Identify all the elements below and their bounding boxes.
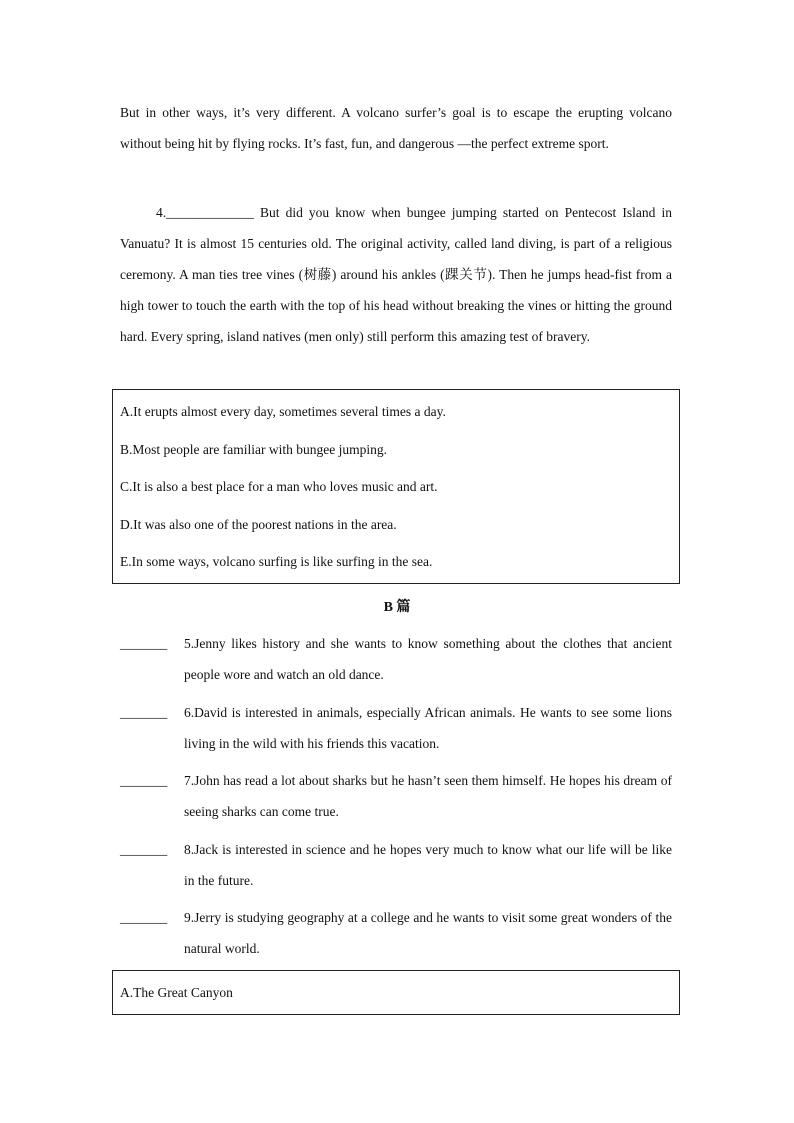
answer-blank: _______ (120, 773, 168, 788)
options-box-b (112, 970, 680, 1015)
options-box-a (112, 389, 680, 584)
option-b: B.Most people are familiar with bungee jumping. (120, 442, 387, 457)
answer-blank: _______ (120, 636, 168, 651)
answer-blank: _______ (120, 910, 168, 925)
question-6 (120, 697, 672, 759)
option-a: A.It erupts almost every day, sometimes several times a day. (120, 404, 446, 419)
question-text: 6.David is interested in animals, especially African animals. He wants to see some lions living in the wild with his friends this vacation. (184, 705, 672, 751)
question-8 (120, 834, 672, 896)
question-text: 7.John has read a lot about sharks but he hasn’t seen them himself. He hopes his dream of seeing sharks can come true. (184, 773, 672, 819)
section-heading: B 篇 (383, 600, 411, 615)
option-a: A.The Great Canyon (120, 985, 233, 1000)
answer-blank: _______ (120, 705, 168, 720)
question-7 (120, 765, 672, 827)
passage-paragraph-4: 4._____________ But did you know when bungee jumping started on Pentecost Island in Vanuatu? It is almost 15 centuries old. The original activity, called land diving, is part of a religious ceremony. A man ties tree vines (树藤) around his ankles (踝关节). Then he jumps head-fist from a high tower to touch the earth with the top of his head without breaking the vines or hitting the ground hard. Every spring, island natives (men only) still perform this amazing test of bravery. (120, 205, 672, 344)
question-text: 9.Jerry is studying geography at a college and he wants to visit some great wonders of the natural world. (184, 910, 672, 956)
option-d: D.It was also one of the poorest nations in the area. (120, 517, 397, 532)
question-text: 5.Jenny likes history and she wants to know something about the clothes that ancient people wore and watch an old dance. (184, 636, 672, 682)
answer-blank: _______ (120, 842, 168, 857)
passage-paragraph: But in other ways, it’s very different. A volcano surfer’s goal is to escape the erupting volcano without being hit by flying rocks. It’s fast, fun, and dangerous —the perfect extreme sport. (120, 105, 672, 151)
option-c: C.It is also a best place for a man who loves music and art. (120, 479, 438, 494)
question-9 (120, 902, 672, 964)
question-text: 8.Jack is interested in science and he hopes very much to know what our life will be like in the future. (184, 842, 672, 888)
question-5 (120, 628, 672, 690)
option-e: E.In some ways, volcano surfing is like surfing in the sea. (120, 554, 433, 569)
